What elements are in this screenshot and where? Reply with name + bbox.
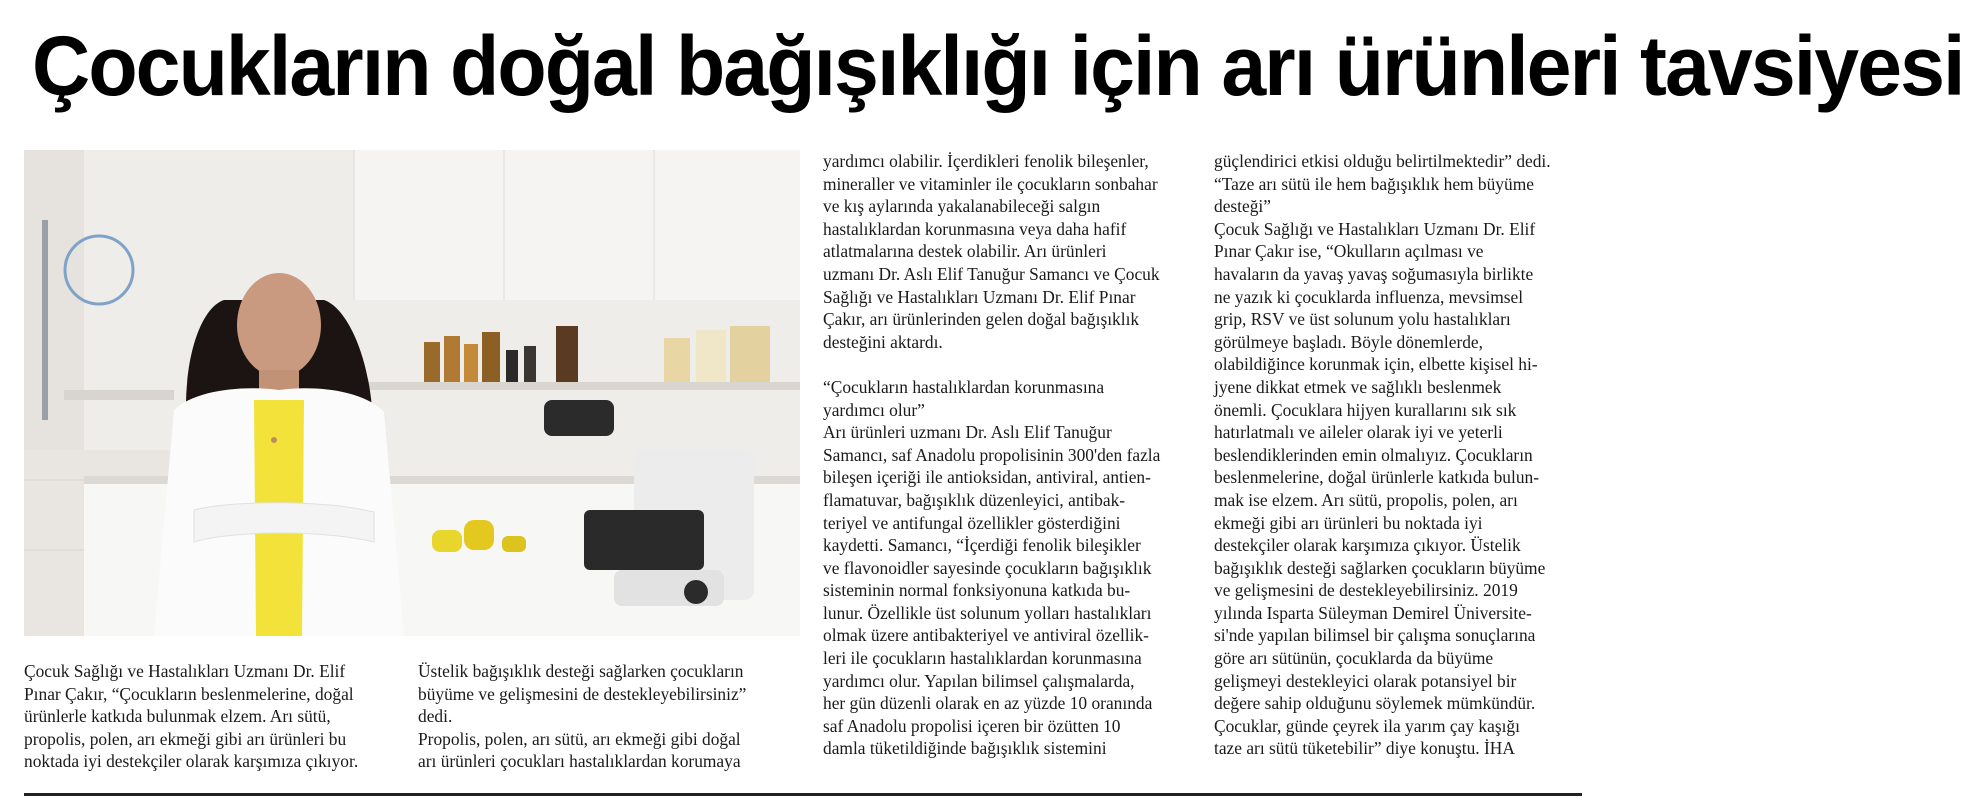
article-photo xyxy=(24,150,800,636)
bottom-rule xyxy=(24,793,1582,796)
article-column-2: Üstelik bağışıklık desteği sağlarken çocukların büyüme ve gelişmesini de destekleyebilirsiniz” dedi. Propolis, polen, arı sütü, arı ekmeği gibi doğal arı ürünleri çocukları hastalıklardan korumaya xyxy=(418,661,747,772)
article-column-4: güçlendirici etkisi olduğu belirtilmektedir” dedi. “Taze arı sütü ile hem bağışıklık hem büyüme desteği” Çocuk Sağlığı ve Hastalıkları Uzmanı Dr. Elif Pınar Çakır ise, “Okulların açılması ve havaların da yavaş yavaş soğumasıyla birlikte ne yazık ki çocuklarda influenza, mevsimsel grip, RSV ve üst solunum yolu hastalıkları görülmeye başladı. Böyle dönemlerde, olabildiğince korunmak için, elbette kişisel hi- jyene dikkat etmek ve sağlıklı beslenmek önemli. Çocuklara hijyen kurallarını sık sık hatırlatmalı ve aileler olarak iyi ve yeterli beslendiklerinden emin olmalıyız. Çocukların beslenmelerine, doğal ürünlerle katkıda bulun- mak ise elzem. Arı sütü, propolis, polen, arı ekmeği gibi arı ürünleri bu noktada iyi destekçiler olarak karşımıza çıkıyor. Üstelik bağışıklık desteği sağlarken çocukların büyüme ve gelişmesini de destekleyebilirsiniz. 2019 yılında Isparta Süleyman Demirel Üniversite- si'nde yapılan bilimsel bir çalışma sonuçlarına göre arı sütünün, çocuklarda da büyüme gelişmeyi destekleyici olarak potansiyel bir değere sahip olduğunu söylemek mümkündür. Çocuklar, günde çeyrek ila yarım çay kaşığı taze arı sütü tüketebilir” diye konuştu. İHA xyxy=(1214,151,1551,759)
article-column-3: yardımcı olabilir. İçerdikleri fenolik bileşenler, mineraller ve vitaminler ile çocukların sonbahar ve kış aylarında yakalanabileceği salgın hastalıklardan korunmasına veya daha hafif atlatmalarına destek olabilir. Arı ürünleri uzmanı Dr. Aslı Elif Tanuğur Samancı ve Çocuk Sağlığı ve Hastalıkları Uzmanı Dr. Elif Pınar Çakır, arı ürünlerinden gelen doğal bağışıklık desteğini aktardı. “Çocukların hastalıklardan korunmasına yardımcı olur” Arı ürünleri uzmanı Dr. Aslı Elif Tanuğur Samancı, saf Anadolu propolisinin 300'den fazla bileşen içeriği ile antioksidan, antiviral, antien- flamatuvar, bağışıklık düzenleyici, antibak- teriyel ve antifungal özellikler gösterdiğini kaydetti. Samancı, “İçerdiği fenolik bileşikler ve flavonoidler sayesinde çocukların bağışıklık sisteminin normal fonksiyonuna katkıda bu- lunur. Özellikle üst solunum yolları hastalıkları olmak üzere antibakteriyel ve antiviral özellik- leri ile çocukların hastalıklardan korunmasına yardımcı olur. Yapılan bilimsel çalışmalarda, her gün düzenli olarak en az yüzde 10 oranında saf Anadolu propolisi içeren bir özütten 10 damla tüketildiğinde bağışıklık sistemini xyxy=(823,151,1161,759)
lab-scene-illustration xyxy=(24,150,800,636)
photo-caption-column: Çocuk Sağlığı ve Hastalıkları Uzmanı Dr. Elif Pınar Çakır, “Çocukların beslenmelerine, doğal ürünlerle katkıda bulunmak elzem. Arı sütü, propolis, polen, arı ekmeği gibi arı ürünleri bu noktada iyi destekçiler olarak karşımıza çıkıyor. xyxy=(24,661,359,772)
headline: Çocukların doğal bağışıklığı için arı ürünleri tavsiyesi xyxy=(32,19,1964,113)
